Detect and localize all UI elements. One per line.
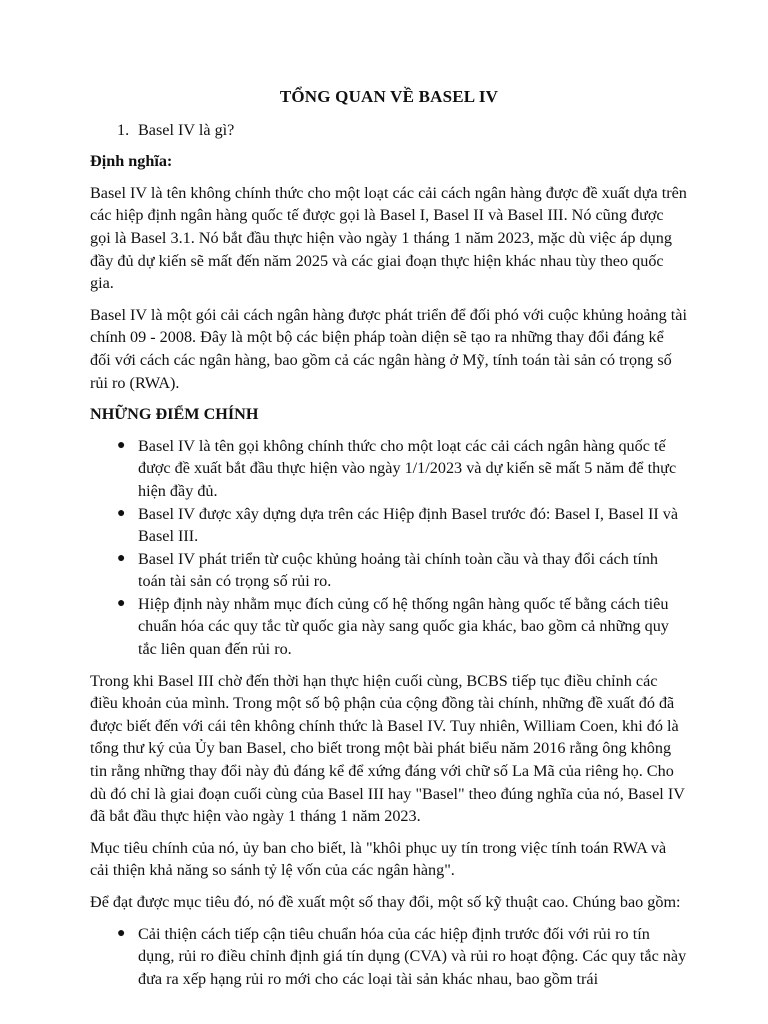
list-item-text: Cải thiện cách tiếp cận tiêu chuẩn hóa của các hiệp định trước đối với rủi ro tín dụng, rủi ro điều chỉnh định giá tín dụng (CVA) và rủi ro hoạt động. Các quy tắc này đưa ra xếp hạng rủi ro mới cho các loại tài sản khác nhau, bao gồm trái (138, 924, 687, 988)
key-points-list (90, 435, 688, 661)
intro-paragraph-2: Basel IV là một gói cải cách ngân hàng được phát triển để đối phó với cuộc khủng hoảng tài chính 09 - 2008. Đây là một bộ các biện pháp toàn diện sẽ tạo ra những thay đổi đáng kể đối với cách các ngân hàng, bao gồm cả các ngân hàng ở Mỹ, tính toán tài sản có trọng số rủi ro (RWA). (90, 305, 687, 392)
intro-paragraph-1: Basel IV là tên không chính thức cho một loạt các cải cách ngân hàng được đề xuất dựa trên các hiệp định ngân hàng quốc tế được gọi là Basel I, Basel II và Basel III. Nó cũng được gọi là Basel 3.1. Nó bắt đầu thực hiện vào ngày 1 tháng 1 năm 2023, mặc dù việc áp dụng đầy đủ dự kiến sẽ mất đến năm 2025 và các giai đoạn thực hiện khác nhau tùy theo quốc gia. (90, 183, 687, 293)
list-item (90, 435, 688, 503)
document-title: TỔNG QUAN VỀ BASEL IV (279, 87, 499, 106)
bullet-icon: ● (117, 925, 126, 941)
body-paragraph-1: Trong khi Basel III chờ đến thời hạn thực hiện cuối cùng, BCBS tiếp tục điều chỉnh các điều khoản của mình. Trong một số bộ phận của cộng đồng tài chính, những đề xuất đó đã được biết đến với cái tên không chính thức là Basel IV. Tuy nhiên, William Coen, khi đó là tổng thư ký của Ủy ban Basel, cho biết trong một bài phát biểu năm 2016 rằng ông không tin rằng những thay đổi này đủ đáng kể để xứng đáng với chữ số La Mã của riêng họ. Cho dù đó chỉ là giai đoạn cuối cùng của Basel III hay "Basel" theo đúng nghĩa của nó, Basel IV đã bắt đầu thực hiện vào ngày 1 tháng 1 năm 2023. (90, 671, 685, 826)
item-text: Basel IV là gì? (138, 120, 235, 139)
list-item (90, 923, 688, 991)
definition-heading: Định nghĩa: (90, 152, 173, 171)
list-item-text: Basel IV được xây dựng dựa trên các Hiệp định Basel trước đó: Basel I, Basel II và Basel III. (138, 504, 679, 546)
list-item (90, 503, 688, 548)
bullet-icon: ● (117, 550, 126, 566)
list-item-text: Basel IV là tên gọi không chính thức cho một loạt các cải cách ngân hàng quốc tế được đề xuất bắt đầu thực hiện vào ngày 1/1/2023 và dự kiến sẽ mất 5 năm để thực hiện đầy đủ. (138, 436, 677, 500)
bullet-icon: ● (117, 595, 126, 611)
list-item (90, 548, 688, 593)
body-paragraph-3: Để đạt được mục tiêu đó, nó đề xuất một số thay đổi, một số kỹ thuật cao. Chúng bao gồm: (90, 893, 681, 911)
list-item (90, 593, 688, 661)
key-points-heading: NHỮNG ĐIỂM CHÍNH (90, 405, 259, 424)
item-number: 1. (117, 120, 130, 139)
numbered-item (90, 119, 688, 142)
bullet-icon: ● (117, 437, 126, 453)
changes-list (90, 923, 688, 991)
list-item-text: Basel IV phát triển từ cuộc khủng hoảng tài chính toàn cầu và thay đổi cách tính toán tài sản có trọng số rủi ro. (138, 549, 659, 591)
body-paragraph-2: Mục tiêu chính của nó, ủy ban cho biết, là "khôi phục uy tín trong việc tính toán RWA và cải thiện khả năng so sánh tỷ lệ vốn của các ngân hàng". (90, 838, 667, 880)
list-item-text: Hiệp định này nhằm mục đích củng cố hệ thống ngân hàng quốc tế bằng cách tiêu chuẩn hóa các quy tắc từ quốc gia này sang quốc gia khác, bao gồm cả những quy tắc liên quan đến rủi ro. (138, 594, 669, 659)
bullet-icon: ● (117, 505, 126, 521)
